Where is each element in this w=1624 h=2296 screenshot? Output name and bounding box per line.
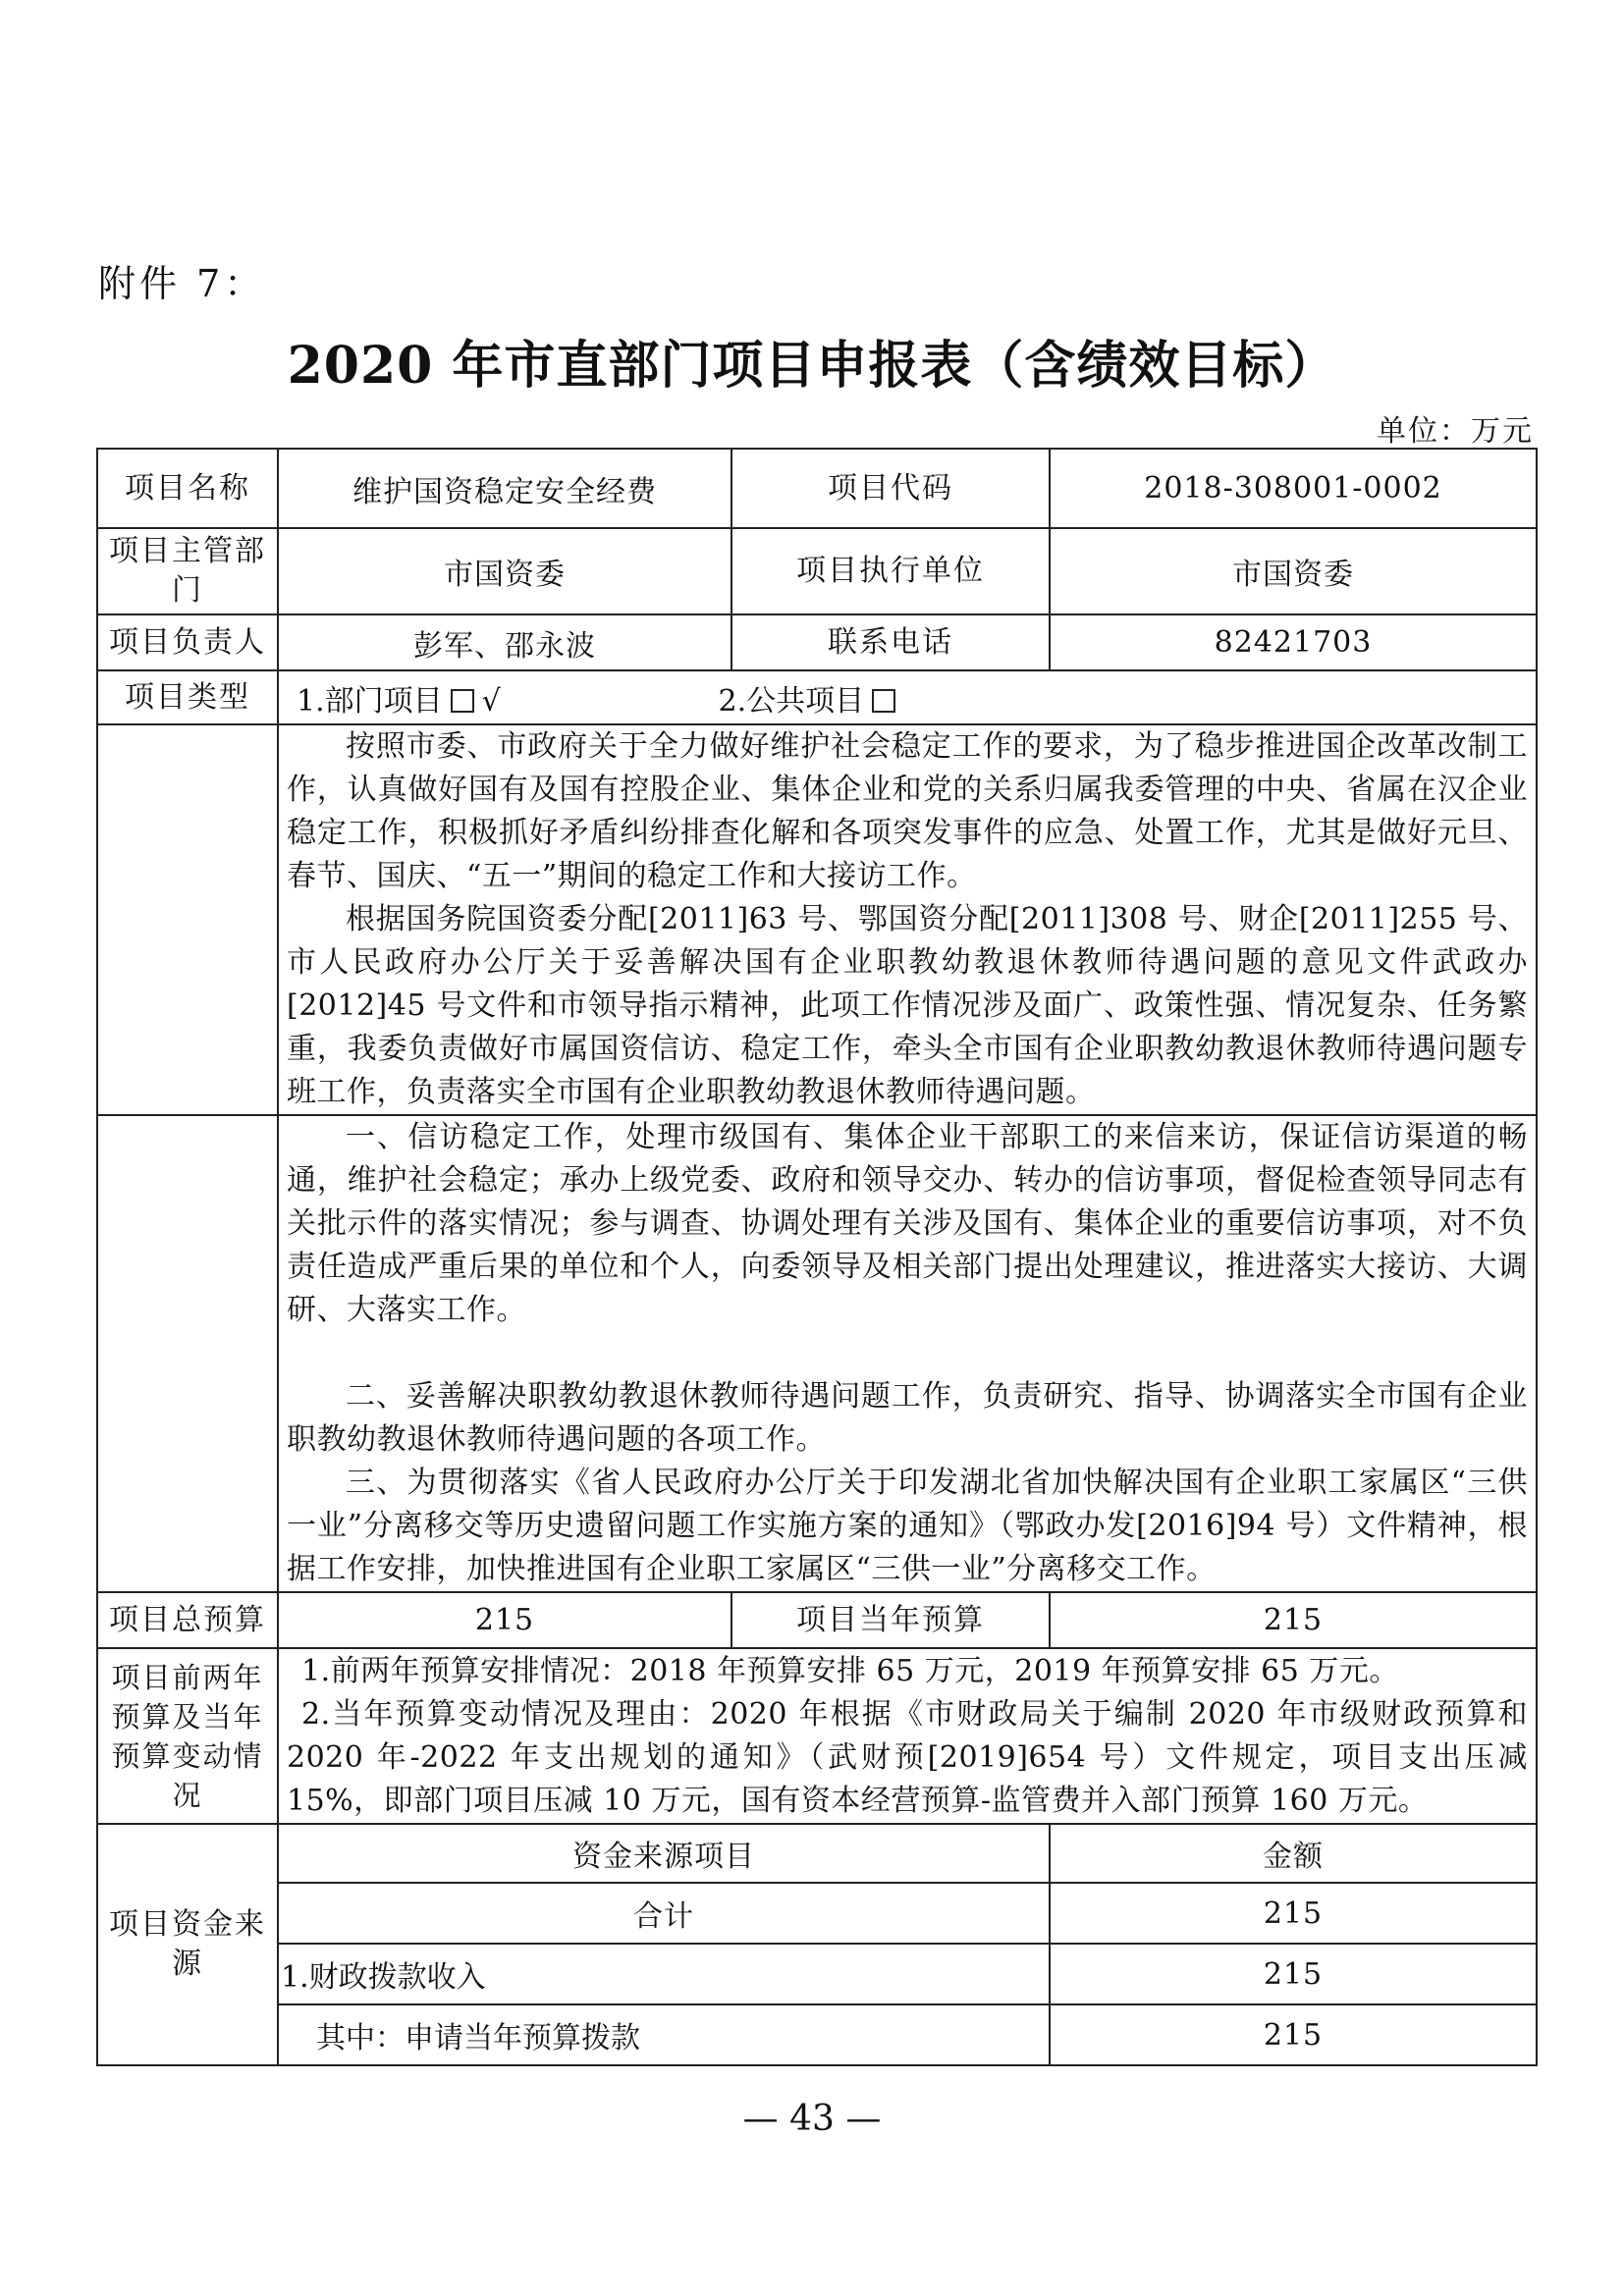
exec-unit-label: 项目执行单位 [731,528,1050,614]
table-row [97,528,1537,614]
leader-label: 项目负责人 [97,614,278,670]
checkbox-icon[interactable] [872,689,895,713]
content-paragraph: 二、妥善解决职教幼教退休教师待遇问题工作，负责研究、指导、协调落实全市国有企业职教幼教退休教师待遇问题的各项工作。 [287,1379,1528,1457]
table-row [97,2004,1537,2065]
table-row [97,449,1537,528]
budget-change-label: 项目前两年预算及当年预算变动情况 [97,1648,278,1824]
project-basis [278,724,1537,1115]
total-budget-label: 项目总预算 [97,1592,278,1648]
project-name-label: 项目名称 [97,449,278,528]
dept-label: 项目主管部门 [97,528,278,614]
project-code-label: 项目代码 [731,449,1050,528]
leader-value: 彭军、邵永波 [278,614,731,670]
funds-item: 其中：申请当年预算拨款 [278,2004,1050,2065]
total-budget-value: 215 [278,1592,731,1648]
type-option-public: 2.公共项目 [718,683,865,719]
dept-value: 市国资委 [278,528,731,614]
check-mark-icon: √ [481,683,501,719]
table-row [97,1648,1537,1824]
basis-label-cell [97,724,278,1115]
page-number: — 43 — [742,2099,882,2139]
table-row [97,670,1537,724]
funds-source-label: 项目资金来源 [97,1824,278,2065]
funds-item: 1.财政拨款收入 [278,1944,1050,2004]
change-paragraph: 1.前两年预算安排情况：2018 年预算安排 65 万元，2019 年预算安排 65 万元。 [301,1653,1399,1688]
table-row [97,724,1537,1115]
project-name-value: 维护国资稳定安全经费 [278,449,731,528]
unit-label: 单位：万元 [1377,414,1534,449]
table-row [97,1944,1537,2004]
checkbox-icon[interactable] [451,689,474,713]
project-content [278,1115,1537,1592]
funds-item: 合计 [278,1883,1050,1944]
table-row [97,1592,1537,1648]
change-paragraph: 2.当年预算变动情况及理由：2020 年根据《市财政局关于编制 2020 年市级财政预算和 2020 年-2022 年支出规划的通知》（武财预[2019]654 号）文件规定，项目支出压减 15%，即部门项目压减 10 万元，国有资本经营预算-监管费并入部门预算 160 万元。 [287,1696,1528,1818]
budget-change-content [278,1648,1537,1824]
table-row [97,1883,1537,1944]
content-label-cell [97,1115,278,1592]
exec-unit-value: 市国资委 [1050,528,1537,614]
funds-amount: 215 [1050,1883,1537,1944]
table-row [97,614,1537,670]
type-options [278,670,1537,724]
year-budget-label: 项目当年预算 [731,1592,1050,1648]
phone-value: 82421703 [1050,614,1537,670]
content-paragraph: 一、信访稳定工作，处理市级国有、集体企业干部职工的来信来访，保证信访渠道的畅通，维护社会稳定；承办上级党委、政府和领导交办、转办的信访事项，督促检查领导同志有关批示件的落实情况；参与调查、协调处理有关涉及国有、集体企业的重要信访事项，对不负责任造成严重后果的单位和个人，向委领导及相关部门提出处理建议，推进落实大接访、大调研、大落实工作。 [287,1120,1528,1327]
page-title: 2020 年市直部门项目申报表（含绩效目标） [287,336,1337,396]
funds-amount: 215 [1050,2004,1537,2065]
type-label: 项目类型 [97,670,278,724]
project-application-table [96,448,1538,2066]
basis-paragraph: 根据国务院国资委分配[2011]63 号、鄂国资分配[2011]308 号、财企[2011]255 号、市人民政府办公厅关于妥善解决国有企业职教幼教退休教师待遇问题的意见文件武政办[2012]45 号文件和市领导指示精神，此项工作情况涉及面广、政策性强、情况复杂、任务繁重，我委负责做好市属国资信访、稳定工作，牵头全市国有企业职教幼教退休教师待遇问题专班工作，负责落实全市国有企业职教幼教退休教师待遇问题。 [287,902,1528,1109]
funds-header-amount: 金额 [1050,1824,1537,1883]
funds-amount: 215 [1050,1944,1537,2004]
funds-header-item: 资金来源项目 [278,1824,1050,1883]
table-row [97,1115,1537,1592]
attachment-label: 附件 7： [98,262,266,305]
table-row [97,1824,1537,1883]
content-paragraph: 三、为贯彻落实《省人民政府办公厅关于印发湖北省加快解决国有企业职工家属区“三供一业”分离移交等历史遗留问题工作实施方案的通知》（鄂政办发[2016]94 号）文件精神，根据工作安排，加快推进国有企业职工家属区“三供一业”分离移交工作。 [287,1466,1528,1586]
phone-label: 联系电话 [731,614,1050,670]
type-option-dept: 1.部门项目 [297,683,443,719]
project-code-value: 2018-308001-0002 [1050,449,1537,528]
year-budget-value: 215 [1050,1592,1537,1648]
basis-paragraph: 按照市委、市政府关于全力做好维护社会稳定工作的要求，为了稳步推进国企改革改制工作，认真做好国有及国有控股企业、集体企业和党的关系归属我委管理的中央、省属在汉企业稳定工作，积极抓好矛盾纠纷排查化解和各项突发事件的应急、处置工作，尤其是做好元旦、春节、国庆、“五一”期间的稳定工作和大接访工作。 [287,729,1528,893]
